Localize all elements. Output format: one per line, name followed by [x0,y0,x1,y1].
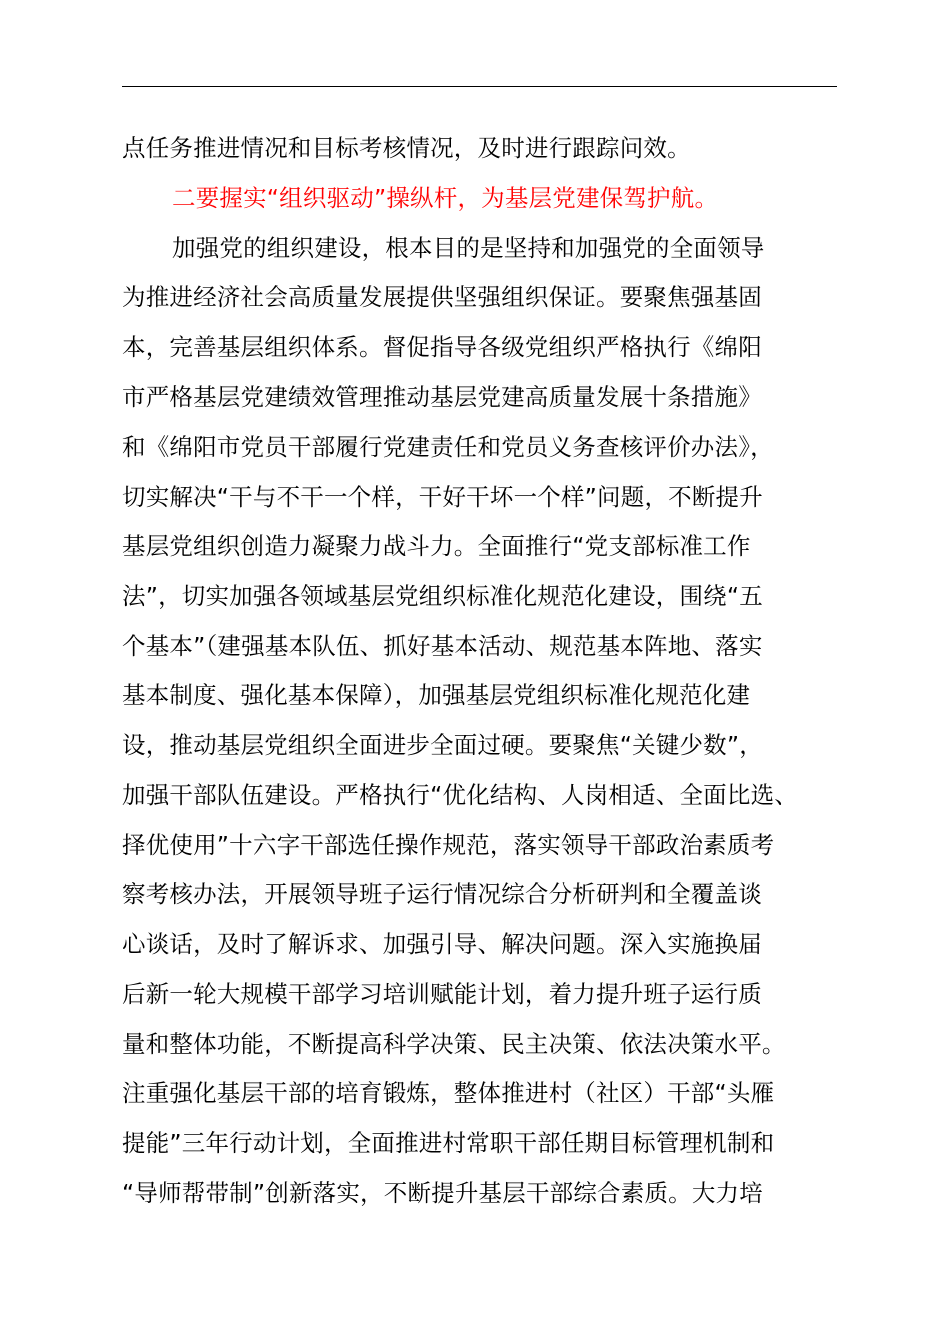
text-line: 量和整体功能，不断提高科学决策、民主决策、依法决策水平。 [122,1030,786,1058]
text-line: 和《绵阳市党员干部履行党建责任和党员义务查核评价办法》， [122,433,774,461]
text-line: 察考核办法，开展领导班子运行情况综合分析研判和全覆盖谈 [122,880,762,908]
text-line: 点任务推进情况和目标考核情况，及时进行跟踪问效。 [122,134,691,162]
text-line: 心谈话，及时了解诉求、加强引导、解决问题。深入实施换届 [122,930,762,958]
text-line: 基层党组织创造力凝聚力战斗力。全面推行“党支部标准工作 [122,532,751,560]
section-heading: 二要握实“组织驱动”操纵杆，为基层党建保驾护航。 [172,184,719,212]
text-line: 后新一轮大规模干部学习培训赋能计划，着力提升班子运行质 [122,980,762,1008]
text-line: 切实解决“干与不干一个样，干好干坏一个样”问题，不断提升 [122,483,763,511]
text-line: 市严格基层党建绩效管理推动基层党建高质量发展十条措施》 [122,383,762,411]
text-line: 设，推动基层党组织全面进步全面过硬。要聚焦“关键少数”， [122,731,763,759]
text-line: 基本制度、强化基本保障），加强基层党组织标准化规范化建 [122,681,751,709]
text-line: 提能”三年行动计划，全面推进村常职干部任期目标管理机制和 [122,1129,775,1157]
text-line: 法”，切实加强各领域基层党组织标准化规范化建设，围绕“五 [122,582,763,610]
text-line: 本，完善基层组织体系。督促指导各级党组织严格执行《绵阳 [122,333,762,361]
text-line: 注重强化基层干部的培育锻炼，整体推进村（社区）干部“头雁 [122,1079,775,1107]
text-line: 为推进经济社会高质量发展提供坚强组织保证。要聚焦强基固 [122,283,762,311]
text-line: 加强党的组织建设，根本目的是坚持和加强党的全面领导 [172,234,765,262]
text-line: 择优使用”十六字干部选任操作规范，落实领导干部政治素质考 [122,831,775,859]
header-rule [122,86,837,87]
text-line: 加强干部队伍建设。严格执行“优化结构、人岗相适、全面比选、 [122,781,798,809]
text-line: 个基本”（建强基本队伍、抓好基本活动、规范基本阵地、落实 [122,632,763,660]
text-line: “导师帮带制”创新落实，不断提升基层干部综合素质。大力培 [122,1179,763,1207]
